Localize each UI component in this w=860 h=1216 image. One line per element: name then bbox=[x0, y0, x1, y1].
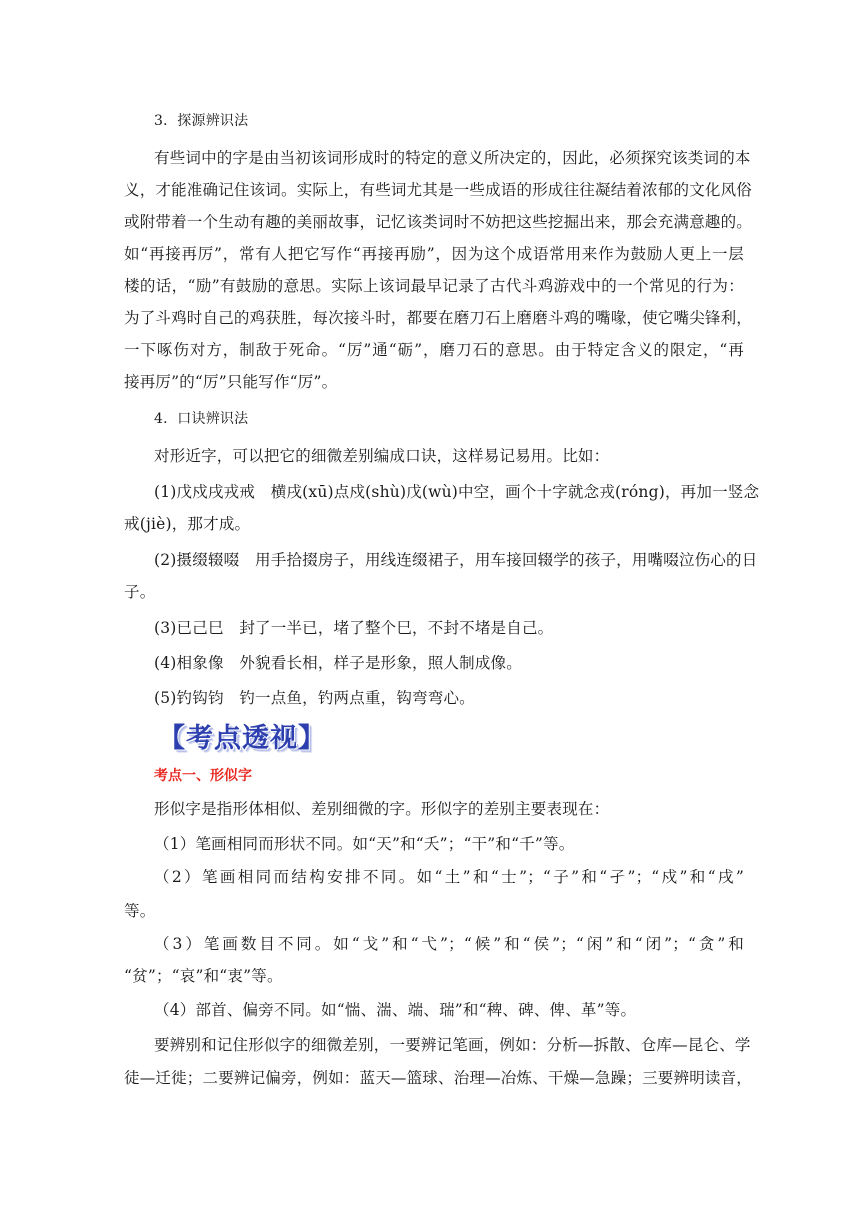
paragraph-line: 有些词中的字是由当初该词形成时的特定的意义所决定的，因此，必须探究该类词的本 bbox=[154, 149, 751, 167]
paragraph-line: （2）笔画相同而结构安排不同。如“土”和“士”；“子”和“孑”；“戍”和“戌” bbox=[154, 868, 744, 886]
paragraph-line: 或附带着一个生动有趣的美丽故事，记忆该类词时不妨把这些挖掘出来，那会充满意趣的。 bbox=[124, 213, 753, 231]
mnemonic-item: (1)戊戍戌戎戒 横戌(xū)点戍(shù)戊(wù)中空，画个十字就念戎(róng)，再加一竖念 bbox=[154, 483, 760, 501]
paragraph-line: （1）笔画相同而形状不同。如“天”和“夭”；“干”和“千”等。 bbox=[154, 835, 575, 853]
mnemonic-item: (5)钓钩钧 钓一点鱼，钓两点重，钩弯弯心。 bbox=[154, 689, 475, 707]
paragraph-line: 接再厉”的“厉”只能写作“厉”。 bbox=[124, 373, 338, 391]
paragraph-line: 一下啄伤对方，制敌于死命。“厉”通“砺”，磨刀石的意思。由于特定含义的限定，“再 bbox=[124, 341, 744, 359]
paragraph-line: （4）部首、偏旁不同。如“惴、湍、端、瑞”和“稗、碑、俾、革”等。 bbox=[154, 1001, 637, 1019]
mnemonic-item: 子。 bbox=[124, 583, 156, 601]
mnemonic-item: (4)相象像 外貌看长相，样子是形象，照人制成像。 bbox=[154, 654, 522, 672]
mnemonic-item: (2)摄缀辍啜 用手拾掇房子，用线连缀裙子，用车接回辍学的孩子，用嘴啜泣伤心的日 bbox=[154, 551, 758, 569]
paragraph-line: 义，才能准确记住该词。实际上，有些词尤其是一些成语的形成往往凝结着浓郁的文化风俗 bbox=[124, 181, 753, 199]
kaodian-title: 考点一、形似字 bbox=[154, 768, 252, 784]
paragraph-line: “贫”；“哀”和“衷”等。 bbox=[124, 967, 283, 985]
paragraph-line: 徒—迁徙；二要辨记偏旁，例如：蓝天—篮球、治理—冶炼、干燥—急躁；三要辨明读音， bbox=[124, 1069, 753, 1087]
section-3-heading: 3．探源辨识法 bbox=[154, 113, 249, 129]
mnemonic-item: (3)已己巳 封了一半已，堵了整个巳，不封不堵是自己。 bbox=[154, 619, 554, 637]
section-4-heading: 4．口诀辨识法 bbox=[154, 411, 249, 427]
paragraph-line: （3）笔画数目不同。如“戈”和“弋”；“候”和“侯”；“闲”和“闭”；“贪”和 bbox=[154, 935, 744, 953]
exam-points-banner: 【考点透视】 bbox=[158, 723, 326, 754]
paragraph-line: 对形近字，可以把它的细微差别编成口诀，这样易记易用。比如： bbox=[154, 447, 610, 465]
paragraph-line: 如“再接再厉”，常有人把它写作“再接再励”，因为这个成语常用来作为鼓励人更上一层 bbox=[124, 245, 744, 263]
paragraph-line: 要辨别和记住形似字的细微差别，一要辨记笔画，例如：分析—拆散、仓库—昆仑、学 bbox=[154, 1036, 751, 1054]
paragraph-line: 形似字是指形体相似、差别细微的字。形似字的差别主要表现在： bbox=[154, 800, 610, 818]
mnemonic-item: 戒(jiè)，那才成。 bbox=[124, 515, 251, 533]
paragraph-line: 为了斗鸡时自己的鸡获胜，每次接斗时，都要在磨刀石上磨磨斗鸡的嘴喙，使它嘴尖锋利， bbox=[124, 309, 753, 327]
paragraph-line: 等。 bbox=[124, 902, 156, 920]
paragraph-line: 楼的话，“励”有鼓励的意思。实际上该词最早记录了古代斗鸡游戏中的一个常见的行为： bbox=[124, 277, 744, 295]
